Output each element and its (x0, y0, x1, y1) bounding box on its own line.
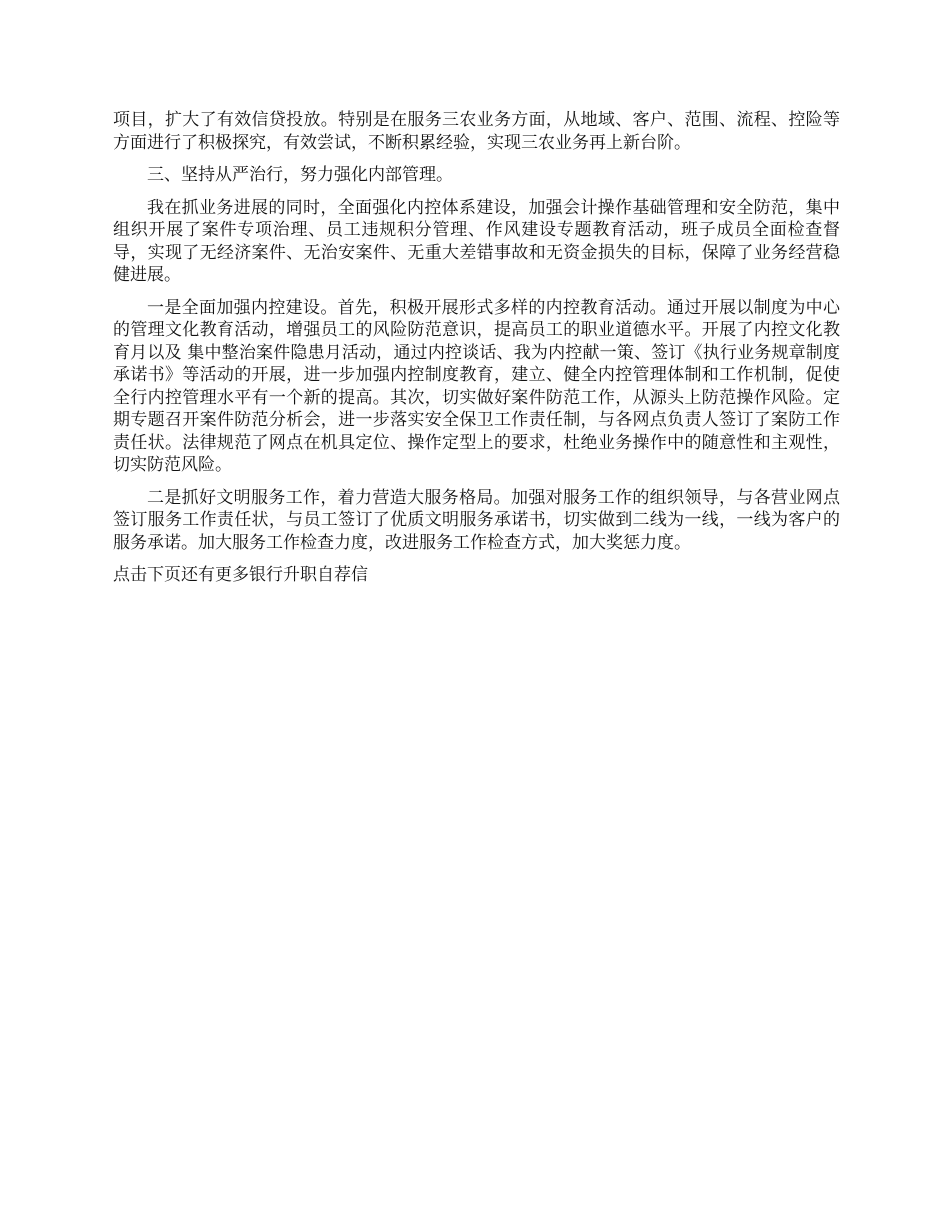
paragraph-internal-control-construction: 一是全面加强内控建设。首先，积极开展形式多样的内控教育活动。通过开展以制度为中心的管理文化教育活动，增强员工的风险防范意识，提高员工的职业道德水平。开展了内控文化教育月以及 集中整治案件隐患月活动，通过内控谈话、我为内控献一策、签订《执行业务规章制度承诺书》等活动的开展，进一步加强内控制度教育，建立、健全内控管理体制和工作机制，促使全行内控管理水平有一个新的提高。其次，切实做好案件防范工作，从源头上防范操作风险。定期专题召开案件防范分析会，进一步落实安全保卫工作责任制，与各网点负责人签订了案防工作责任状。法律规范了网点在机具定位、操作定型上的要求，杜绝业务操作中的随意性和主观性，切实防范风险。 (113, 297, 840, 475)
paragraph-internal-control-overview: 我在抓业务进展的同时，全面强化内控体系建设，加强会计操作基础管理和安全防范，集中组织开展了案件专项治理、员工违规积分管理、作风建设专题教育活动，班子成员全面检查督导，实现了无经济案件、无治安案件、无重大差错事故和无资金损失的目标，保障了业务经营稳健进展。 (113, 197, 840, 285)
document-page (113, 109, 840, 597)
next-page-link[interactable]: 点击下页还有更多银行升职自荐信 (113, 565, 368, 585)
paragraph-civilized-service: 二是抓好文明服务工作，着力营造大服务格局。加强对服务工作的组织领导，与各营业网点签订服务工作责任状，与员工签订了优质文明服务承诺书，切实做到二线为一线，一线为客户的服务承诺。加大服务工作检查力度，改进服务工作检查方式，加大奖惩力度。 (113, 487, 840, 553)
section-heading-strict-management: 三、坚持从严治行，努力强化内部管理。 (147, 165, 453, 185)
paragraph-continuation: 项目，扩大了有效信贷投放。特别是在服务三农业务方面，从地域、客户、范围、流程、控险等方面进行了积极探究，有效尝试，不断积累经验，实现三农业务再上新台阶。 (113, 110, 840, 153)
